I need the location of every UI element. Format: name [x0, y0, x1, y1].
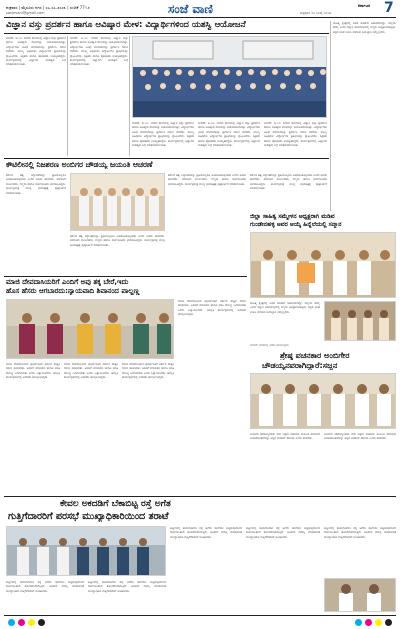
article-text: ಪಟ್ಟಣದಲ್ಲಿ ಕಾಮಗಾರಿಗಾಗಿ ರಸ್ತೆ ಅಗೆದು ಹಾಗೆಯೇ ಬಿಟ್ಟಿರುವುದರಿಂದ ಸಾರ್ವಜನಿಕರಿಗೆ ತೊಂದರೆಯಾಗುತ್ತಿದೆ. ಕೂಡಲೇ ದುರಸ್ತಿ ಮಾಡುವಂತೆ ಮುಖ್ಯಾಧಿಕಾರಿ ಗುತ್ತಿಗೆದಾರರಿಗೆ ಸೂಚಿಸಿದರು.	[88, 580, 166, 593]
crowd-image	[133, 37, 327, 118]
jayanti-photo	[70, 173, 165, 231]
yellow-dot	[375, 619, 382, 626]
footer-rule	[4, 615, 396, 616]
portrait-image	[325, 579, 396, 612]
article-text: ಮಾಜಿ ದೇವದಾಸಿಯರ ಪುನರ್ವಸತಿಗೆ ಸರ್ಕಾರ ಹೆಚ್ಚಿನ ಗಮನ ಹರಿಸಬೇಕು. ಅವರಿಗೆ ಮಾಸಾಶನ ಹಾಗೂ ವಸತಿ ಸೌಲಭ್ಯ ಒದಗಿಸಬೇಕು ಎಂದು ಒತ್ತಾಯಿಸಿದರು. ಜಾಗೃತಿ ಕಾರ್ಯಕ್ರಮದಲ್ಲಿ ಅನೇಕರು ಪಾಲ್ಗೊಂಡಿದ್ದರು.	[122, 362, 174, 380]
black-dot	[385, 619, 392, 626]
divider	[330, 21, 331, 211]
article-text: ಪಟ್ಟಣದಲ್ಲಿ ಕಾಮಗಾರಿಗಾಗಿ ರಸ್ತೆ ಅಗೆದು ಹಾಗೆಯೇ ಬಿಟ್ಟಿರುವುದರಿಂದ ಸಾರ್ವಜನಿಕರಿಗೆ ತೊಂದರೆಯಾಗುತ್ತಿದೆ. ಕೂಡಲೇ ದುರಸ್ತಿ ಮಾಡುವಂತೆ ಮುಖ್ಯಾಧಿಕಾರಿ ಗುತ್ತಿಗೆದಾರರಿಗೆ ಸೂಚಿಸಿದರು.	[324, 526, 396, 539]
rule	[4, 276, 247, 277]
article-text: ಬೀದರ್, ಜ.೦೭: ನಗರದ ಶಾಲೆಯಲ್ಲಿ ವಿಜ್ಞಾನ ವಸ್ತು ಪ್ರದರ್ಶನ ಹಾಗೂ ಆವಿಷ್ಕಾರ ಮೇಳವನ್ನು ಆಯೋಜಿಸಲಾಗಿತ್ತು. ವಿದ್ಯಾರ್ಥಿಗಳು ವಿವಿಧ ಮಾದರಿಗಳನ್ನು ಪ್ರದರ್ಶಿಸಿ ಗಮನ ಸೆಳೆದರು. ಮುಖ್ಯ ಅತಿಥಿಗಳು ವಿದ್ಯಾರ್ಥಿಗಳ ಪ್ರತಿಭೆಯನ್ನು ಶ್ಲಾಘಿಸಿದರು. ಶಿಕ್ಷಕರು ಹಾಗೂ ಪೋಷಕರು ಉಪಸ್ಥಿತರಿದ್ದರು. ಕಾರ್ಯಕ್ರಮದಲ್ಲಿ ವಿಜ್ಞಾನದ ಮಹತ್ವದ ಬಗ್ಗೆ ಮಾತನಾಡಲಾಯಿತು.	[264, 121, 327, 148]
cyan-dot	[8, 619, 15, 626]
date-right: ಶುಕ್ರವಾರ ೦೭ ಜುಲೈ ೨೦೨೩	[300, 11, 332, 15]
article-text: ಮಾಜಿ ದೇವದಾಸಿಯರ ಪುನರ್ವಸತಿಗೆ ಸರ್ಕಾರ ಹೆಚ್ಚಿನ ಗಮನ ಹರಿಸಬೇಕು. ಅವರಿಗೆ ಮಾಸಾಶನ ಹಾಗೂ ವಸತಿ ಸೌಲಭ್ಯ ಒದಗಿಸಬೇಕು ಎಂದು ಒತ್ತಾಯಿಸಿದರು. ಜಾಗೃತಿ ಕಾರ್ಯಕ್ರಮದಲ್ಲಿ ಅನೇಕರು ಪಾಲ್ಗೊಂಡಿದ್ದರು.	[6, 362, 60, 380]
article-text: ಪಟ್ಟಣದಲ್ಲಿ ಕಾಮಗಾರಿಗಾಗಿ ರಸ್ತೆ ಅಗೆದು ಹಾಗೆಯೇ ಬಿಟ್ಟಿರುವುದರಿಂದ ಸಾರ್ವಜನಿಕರಿಗೆ ತೊಂದರೆಯಾಗುತ್ತಿದೆ. ಕೂಡಲೇ ದುರಸ್ತಿ ಮಾಡುವಂತೆ ಮುಖ್ಯಾಧಿಕಾರಿ ಗುತ್ತಿಗೆದಾರರಿಗೆ ಸೂಚಿಸಿದರು.	[246, 526, 320, 539]
group-image	[325, 302, 396, 341]
headline-sahitya: ಜಿಲ್ಲಾ ಸಾಹಿತ್ಯ ಸಮ್ಮೇಳನ ಅಧ್ಯಕ್ಷರಾಗಿ ಮಡಿವ	[250, 214, 335, 220]
article-text: ಪಟ್ಟಣದಲ್ಲಿ ಕಾಮಗಾರಿಗಾಗಿ ರಸ್ತೆ ಅಗೆದು ಹಾಗೆಯೇ ಬಿಟ್ಟಿರುವುದರಿಂದ ಸಾರ್ವಜನಿಕರಿಗೆ ತೊಂದರೆಯಾಗುತ್ತಿದೆ. ಕೂಡಲೇ ದುರಸ್ತಿ ಮಾಡುವಂತೆ ಮುಖ್ಯಾಧಿಕಾರಿ ಗುತ್ತಿಗೆದಾರರಿಗೆ ಸೂಚಿಸಿದರು.	[170, 526, 242, 539]
article-text: ಶರಣರ ತತ್ವ ಸಿದ್ಧಾಂತಗಳನ್ನು ಪ್ರತಿಯೊಬ್ಬರೂ ಅಳವಡಿಸಿಕೊಳ್ಳಬೇಕು ಎಂದು ಅವರು ಹೇಳಿದರು. ಸಮಾಜದ ಮುಖಂಡರು, ಗಣ್ಯರು ಹಾಗೂ ಸಾರ್ವಜನಿಕರು ಭಾಗವಹಿಸಿದ್ದರು. ಕಾರ್ಯಕ್ರಮಕ್ಕೆ ಮುನ್ನ ಭಾವಚಿತ್ರಕ್ಕೆ ಪುಷ್ಪಾರ್ಚನೆ ಮಾಡಲಾಯಿತು.	[250, 173, 327, 191]
article-text: ಮಾಜಿ ದೇವದಾಸಿಯರ ಪುನರ್ವಸತಿಗೆ ಸರ್ಕಾರ ಹೆಚ್ಚಿನ ಗಮನ ಹರಿಸಬೇಕು. ಅವರಿಗೆ ಮಾಸಾಶನ ಹಾಗೂ ವಸತಿ ಸೌಲಭ್ಯ ಒದಗಿಸಬೇಕು ಎಂದು ಒತ್ತಾಯಿಸಿದರು. ಜಾಗೃತಿ ಕಾರ್ಯಕ್ರಮದಲ್ಲಿ ಅನೇಕರು ಪಾಲ್ಗೊಂಡಿದ್ದರು.	[178, 299, 246, 317]
headline-ambigara-2: ಚೌಡಯ್ಯನವರಾಗಿದ್ದಾರೆ:ಸಜ್ಜನ	[262, 362, 338, 370]
article-text: ಪಟ್ಟಣದಲ್ಲಿ ಕಾಮಗಾರಿಗಾಗಿ ರಸ್ತೆ ಅಗೆದು ಹಾಗೆಯೇ ಬಿಟ್ಟಿರುವುದರಿಂದ ಸಾರ್ವಜನಿಕರಿಗೆ ತೊಂದರೆಯಾಗುತ್ತಿದೆ. ಕೂಡಲೇ ದುರಸ್ತಿ ಮಾಡುವಂತೆ ಮುಖ್ಯಾಧಿಕಾರಿ ಗುತ್ತಿಗೆದಾರರಿಗೆ ಸೂಚಿಸಿದರು.	[6, 580, 84, 593]
rule	[4, 496, 396, 497]
page-number: 7	[384, 0, 394, 16]
devadasi-photo	[6, 299, 174, 359]
divider	[129, 36, 130, 156]
headline-devadasi: ಮಾಜಿ ದೇವದಾಸಿಯರಿಗೆ ಎಂದಿಗೆ ಅವು ತಕ್ಕ ಬೇರೆ,ಇದು	[6, 279, 129, 286]
article-text: ಶರಣರ ತತ್ವ ಸಿದ್ಧಾಂತಗಳನ್ನು ಪ್ರತಿಯೊಬ್ಬರೂ ಅಳವಡಿಸಿಕೊಳ್ಳಬೇಕು ಎಂದು ಅವರು ಹೇಳಿದರು. ಸಮಾಜದ ಮುಖಂಡರು, ಗಣ್ಯರು ಹಾಗೂ ಸಾರ್ವಜನಿಕರು ಭಾಗವಹಿಸಿದ್ದರು. ಕಾರ್ಯಕ್ರಮಕ್ಕೆ ಮುನ್ನ ಭಾವಚಿತ್ರಕ್ಕೆ ಪುಷ್ಪಾರ್ಚನೆ ಮಾಡಲಾಯಿತು.	[70, 234, 165, 247]
header-rule	[4, 17, 396, 18]
ambigara-photo	[250, 373, 396, 429]
headline-ambigara: ಶ್ರೇಷ್ಠ ವಚನಕಾರ ಅಂಬಿಗೇರ	[280, 352, 350, 360]
article-text: ಬೀದರ್, ಜ.೦೭: ನಗರದ ಶಾಲೆಯಲ್ಲಿ ವಿಜ್ಞಾನ ವಸ್ತು ಪ್ರದರ್ಶನ ಹಾಗೂ ಆವಿಷ್ಕಾರ ಮೇಳವನ್ನು ಆಯೋಜಿಸಲಾಗಿತ್ತು. ವಿದ್ಯಾರ್ಥಿಗಳು ವಿವಿಧ ಮಾದರಿಗಳನ್ನು ಪ್ರದರ್ಶಿಸಿ ಗಮನ ಸೆಳೆದರು. ಮುಖ್ಯ ಅತಿಥಿಗಳು ವಿದ್ಯಾರ್ಥಿಗಳ ಪ್ರತಿಭೆಯನ್ನು ಶ್ಲಾಘಿಸಿದರು. ಶಿಕ್ಷಕರು ಹಾಗೂ ಪೋಷಕರು ಉಪಸ್ಥಿತರಿದ್ದರು. ಕಾರ್ಯಕ್ರಮದಲ್ಲಿ ವಿಜ್ಞಾನದ ಮಹತ್ವದ ಬಗ್ಗೆ ಮಾತನಾಡಲಾಯಿತು.	[6, 36, 66, 67]
color-registration-marks	[8, 619, 45, 626]
rule	[4, 33, 329, 34]
article-text: ಶರಣರ ತತ್ವ ಸಿದ್ಧಾಂತಗಳನ್ನು ಪ್ರತಿಯೊಬ್ಬರೂ ಅಳವಡಿಸಿಕೊಳ್ಳಬೇಕು ಎಂದು ಅವರು ಹೇಳಿದರು. ಸಮಾಜದ ಮುಖಂಡರು, ಗಣ್ಯರು ಹಾಗೂ ಸಾರ್ವಜನಿಕರು ಭಾಗವಹಿಸಿದ್ದರು. ಕಾರ್ಯಕ್ರಮಕ್ಕೆ ಮುನ್ನ ಭಾವಚಿತ್ರಕ್ಕೆ ಪುಷ್ಪಾರ್ಚನೆ ಮಾಡಲಾಯಿತು.	[168, 173, 246, 186]
headline-road-2: ಗುತ್ತಿಗೆದಾರರಿಗೆ ಪರಸಭೆ ಮುಖ್ಯಾಧಿಕಾರಿಯಿಂದ ತರಾಟೆ	[8, 512, 169, 522]
page-label: ಕರ್ನಾಟಕ	[358, 3, 370, 8]
stage-image	[251, 374, 396, 429]
science-fair-photo	[132, 36, 327, 118]
headline-science-fair: ವಿಜ್ಞಾನ ವಸ್ತು ಪ್ರದರ್ಶನ ಹಾಗೂ ಆವಿಷ್ಕಾರ ಮೇಳ: ವಿದ್ಯಾರ್ಥಿಗಳಿಂದ ಯಶಸ್ವಿ ಆಯೋಜನೆ	[6, 21, 246, 30]
yellow-dot	[28, 619, 35, 626]
article-text: ಬೀದರ್, ಜ.೦೭: ನಗರದ ಶಾಲೆಯಲ್ಲಿ ವಿಜ್ಞಾನ ವಸ್ತು ಪ್ರದರ್ಶನ ಹಾಗೂ ಆವಿಷ್ಕಾರ ಮೇಳವನ್ನು ಆಯೋಜಿಸಲಾಗಿತ್ತು. ವಿದ್ಯಾರ್ಥಿಗಳು ವಿವಿಧ ಮಾದರಿಗಳನ್ನು ಪ್ರದರ್ಶಿಸಿ ಗಮನ ಸೆಳೆದರು. ಮುಖ್ಯ ಅತಿಥಿಗಳು ವಿದ್ಯಾರ್ಥಿಗಳ ಪ್ರತಿಭೆಯನ್ನು ಶ್ಲಾಘಿಸಿದರು. ಶಿಕ್ಷಕರು ಹಾಗೂ ಪೋಷಕರು ಉಪಸ್ಥಿತರಿದ್ದರು. ಕಾರ್ಯಕ್ರಮದಲ್ಲಿ ವಿಜ್ಞಾನದ ಮಹತ್ವದ ಬಗ್ಗೆ ಮಾತನಾಡಲಾಯಿತು.	[198, 121, 260, 148]
officials-image	[7, 527, 166, 576]
article-text: ಸಾಹಿತ್ಯ ಕ್ಷೇತ್ರದಲ್ಲಿ ಅವರ ಕೊಡುಗೆ ಅಪಾರವಾಗಿದ್ದು, ಜಿಲ್ಲೆಯ ಹೆಮ್ಮೆ ಎಂದು ಸನ್ಮಾನ ಸಮಾರಂಭದಲ್ಲಿ ಗಣ್ಯರು ಅಭಿಪ್ರಾಯಪಟ್ಟರು. ಕನ್ನಡ ಭಾಷೆ ಉಳಿಸಿ ಬೆಳೆಸುವ ಜವಾಬ್ದಾರಿ ನಮ್ಮೆಲ್ಲರದು.	[333, 21, 396, 34]
email: sanjevani@gmail.com	[6, 11, 45, 15]
road-photo	[6, 526, 166, 576]
article-text: ಸಾಹಿತ್ಯ ಕ್ಷೇತ್ರದಲ್ಲಿ ಅವರ ಕೊಡುಗೆ ಅಪಾರವಾಗಿದ್ದು, ಜಿಲ್ಲೆಯ ಹೆಮ್ಮೆ ಎಂದು ಸನ್ಮಾನ ಸಮಾರಂಭದಲ್ಲಿ ಗಣ್ಯರು ಅಭಿಪ್ರಾಯಪಟ್ಟರು. ಕನ್ನಡ ಭಾಷೆ ಉಳಿಸಿ ಬೆಳೆಸುವ ಜವಾಬ್ದಾರಿ ನಮ್ಮೆಲ್ಲರದು.	[250, 301, 320, 314]
rule	[4, 158, 329, 159]
article-text: ಮಾಜಿ ದೇವದಾಸಿಯರ ಪುನರ್ವಸತಿಗೆ ಸರ್ಕಾರ ಹೆಚ್ಚಿನ ಗಮನ ಹರಿಸಬೇಕು. ಅವರಿಗೆ ಮಾಸಾಶನ ಹಾಗೂ ವಸತಿ ಸೌಲಭ್ಯ ಒದಗಿಸಬೇಕು ಎಂದು ಒತ್ತಾಯಿಸಿದರು. ಜಾಗೃತಿ ಕಾರ್ಯಕ್ರಮದಲ್ಲಿ ಅನೇಕರು ಪಾಲ್ಗೊಂಡಿದ್ದರು.	[64, 362, 118, 380]
event-image	[71, 174, 165, 231]
headline-jayanti: ಕೌಟಿಲೀನಲ್ಲಿ ನಿಜಶರಣ ಅಂಬಿಗರ ಚೌಡಯ್ಯ ಜಯಂತಿ ಆಚರಣೆ	[6, 161, 153, 169]
headline-devadasi-2: ಹೊಸ ಹೆಸರು ಆಗಬಾರದು:ನ್ಯಾಯವಾದಿ ಶಿವಾನಂದ ಪಾಲ್ದಣ್ಣ	[6, 288, 140, 295]
masthead: ಸಂಜೆ ವಾಣಿ	[168, 2, 213, 16]
magenta-dot	[18, 619, 25, 626]
issue-info: ಶುಕ್ರವಾರ | ಮೈಸೂರು ನಗರ | ೦೭.೦೭.೨೦೨೩ | ಸಂಚಿಕೆ 77৭೨	[6, 5, 90, 10]
article-text: ಶರಣರ ತತ್ವ ಸಿದ್ಧಾಂತಗಳನ್ನು ಪ್ರತಿಯೊಬ್ಬರೂ ಅಳವಡಿಸಿಕೊಳ್ಳಬೇಕು ಎಂದು ಅವರು ಹೇಳಿದರು. ಸಮಾಜದ ಮುಖಂಡರು, ಗಣ್ಯರು ಹಾಗೂ ಸಾರ್ವಜನಿಕರು ಭಾಗವಹಿಸಿದ್ದರು. ಕಾರ್ಯಕ್ರಮಕ್ಕೆ ಮುನ್ನ ಭಾವಚಿತ್ರಕ್ಕೆ ಪುಷ್ಪಾರ್ಚನೆ ಮಾಡಲಾಯಿತು.	[6, 173, 66, 195]
small-photo-bottom	[324, 578, 396, 612]
magenta-dot	[365, 619, 372, 626]
felicitation-photo	[250, 232, 396, 298]
divider	[67, 36, 68, 156]
black-dot	[38, 619, 45, 626]
cyan-dot	[355, 619, 362, 626]
article-text: ಬೀದರ್, ಜ.೦೭: ನಗರದ ಶಾಲೆಯಲ್ಲಿ ವಿಜ್ಞಾನ ವಸ್ತು ಪ್ರದರ್ಶನ ಹಾಗೂ ಆವಿಷ್ಕಾರ ಮೇಳವನ್ನು ಆಯೋಜಿಸಲಾಗಿತ್ತು. ವಿದ್ಯಾರ್ಥಿಗಳು ವಿವಿಧ ಮಾದರಿಗಳನ್ನು ಪ್ರದರ್ಶಿಸಿ ಗಮನ ಸೆಳೆದರು. ಮುಖ್ಯ ಅತಿಥಿಗಳು ವಿದ್ಯಾರ್ಥಿಗಳ ಪ್ರತಿಭೆಯನ್ನು ಶ್ಲಾಘಿಸಿದರು. ಶಿಕ್ಷಕರು ಹಾಗೂ ಪೋಷಕರು ಉಪಸ್ಥಿತರಿದ್ದರು. ಕಾರ್ಯಕ್ರಮದಲ್ಲಿ ವಿಜ್ಞಾನದ ಮಹತ್ವದ ಬಗ್ಗೆ ಮಾತನಾಡಲಾಯಿತು.	[132, 121, 194, 148]
headline-road: ಕೇವಲ ಅಕದಡಿಗೆ ಬೆಕಾಬಿಟ್ಟ ರಸ್ತೆ ಅಗೆತ	[60, 500, 171, 509]
meeting-image	[7, 300, 174, 359]
photo-caption: ಬೀದರ್ ನಗರದಲ್ಲಿ ನಡೆದ ಕಾರ್ಯಕ್ರಮ	[250, 343, 289, 347]
article-text: ಬೀದರ್, ಜ.೦೭: ನಗರದ ಶಾಲೆಯಲ್ಲಿ ವಿಜ್ಞಾನ ವಸ್ತು ಪ್ರದರ್ಶನ ಹಾಗೂ ಆವಿಷ್ಕಾರ ಮೇಳವನ್ನು ಆಯೋಜಿಸಲಾಗಿತ್ತು. ವಿದ್ಯಾರ್ಥಿಗಳು ವಿವಿಧ ಮಾದರಿಗಳನ್ನು ಪ್ರದರ್ಶಿಸಿ ಗಮನ ಸೆಳೆದರು. ಮುಖ್ಯ ಅತಿಥಿಗಳು ವಿದ್ಯಾರ್ಥಿಗಳ ಪ್ರತಿಭೆಯನ್ನು ಶ್ಲಾಘಿಸಿದರು. ಶಿಕ್ಷಕರು ಹಾಗೂ ಪೋಷಕರು ಉಪಸ್ಥಿತರಿದ್ದರು. ಕಾರ್ಯಕ್ರಮದಲ್ಲಿ ವಿಜ್ಞಾನದ ಮಹತ್ವದ ಬಗ್ಗೆ ಮಾತನಾಡಲಾಯಿತು.	[70, 36, 128, 67]
article-text: ಅಂಬಿಗರ ಚೌಡಯ್ಯನವರು ನೇರ ನಿಷ್ಠುರ ವಚನಗಳ ಮೂಲಕ ಸಮಾಜದ ಅಂಕುಡೊಂಕುಗಳನ್ನು ತಿದ್ದಿದ ಮಹಾನ್ ಶರಣರು ಎಂದು ಹೇಳಿದರು.	[250, 432, 320, 441]
article-text: ಅಂಬಿಗರ ಚೌಡಯ್ಯನವರು ನೇರ ನಿಷ್ಠುರ ವಚನಗಳ ಮೂಲಕ ಸಮಾಜದ ಅಂಕುಡೊಂಕುಗಳನ್ನು ತಿದ್ದಿದ ಮಹಾನ್ ಶರಣರು ಎಂದು ಹೇಳಿದರು.	[324, 432, 396, 441]
headline-sahitya-2: ಗುಂಡೇನಹಳ್ಳಿ ಅವರ ಆಯ್ಕೆ ಹಿನ್ನೆಲೆಯಲ್ಲಿ ಸನ್ಮಾನ	[250, 222, 342, 228]
felicitation-image	[251, 233, 396, 298]
small-photo-right	[324, 301, 396, 341]
color-registration-marks-right	[355, 619, 392, 626]
